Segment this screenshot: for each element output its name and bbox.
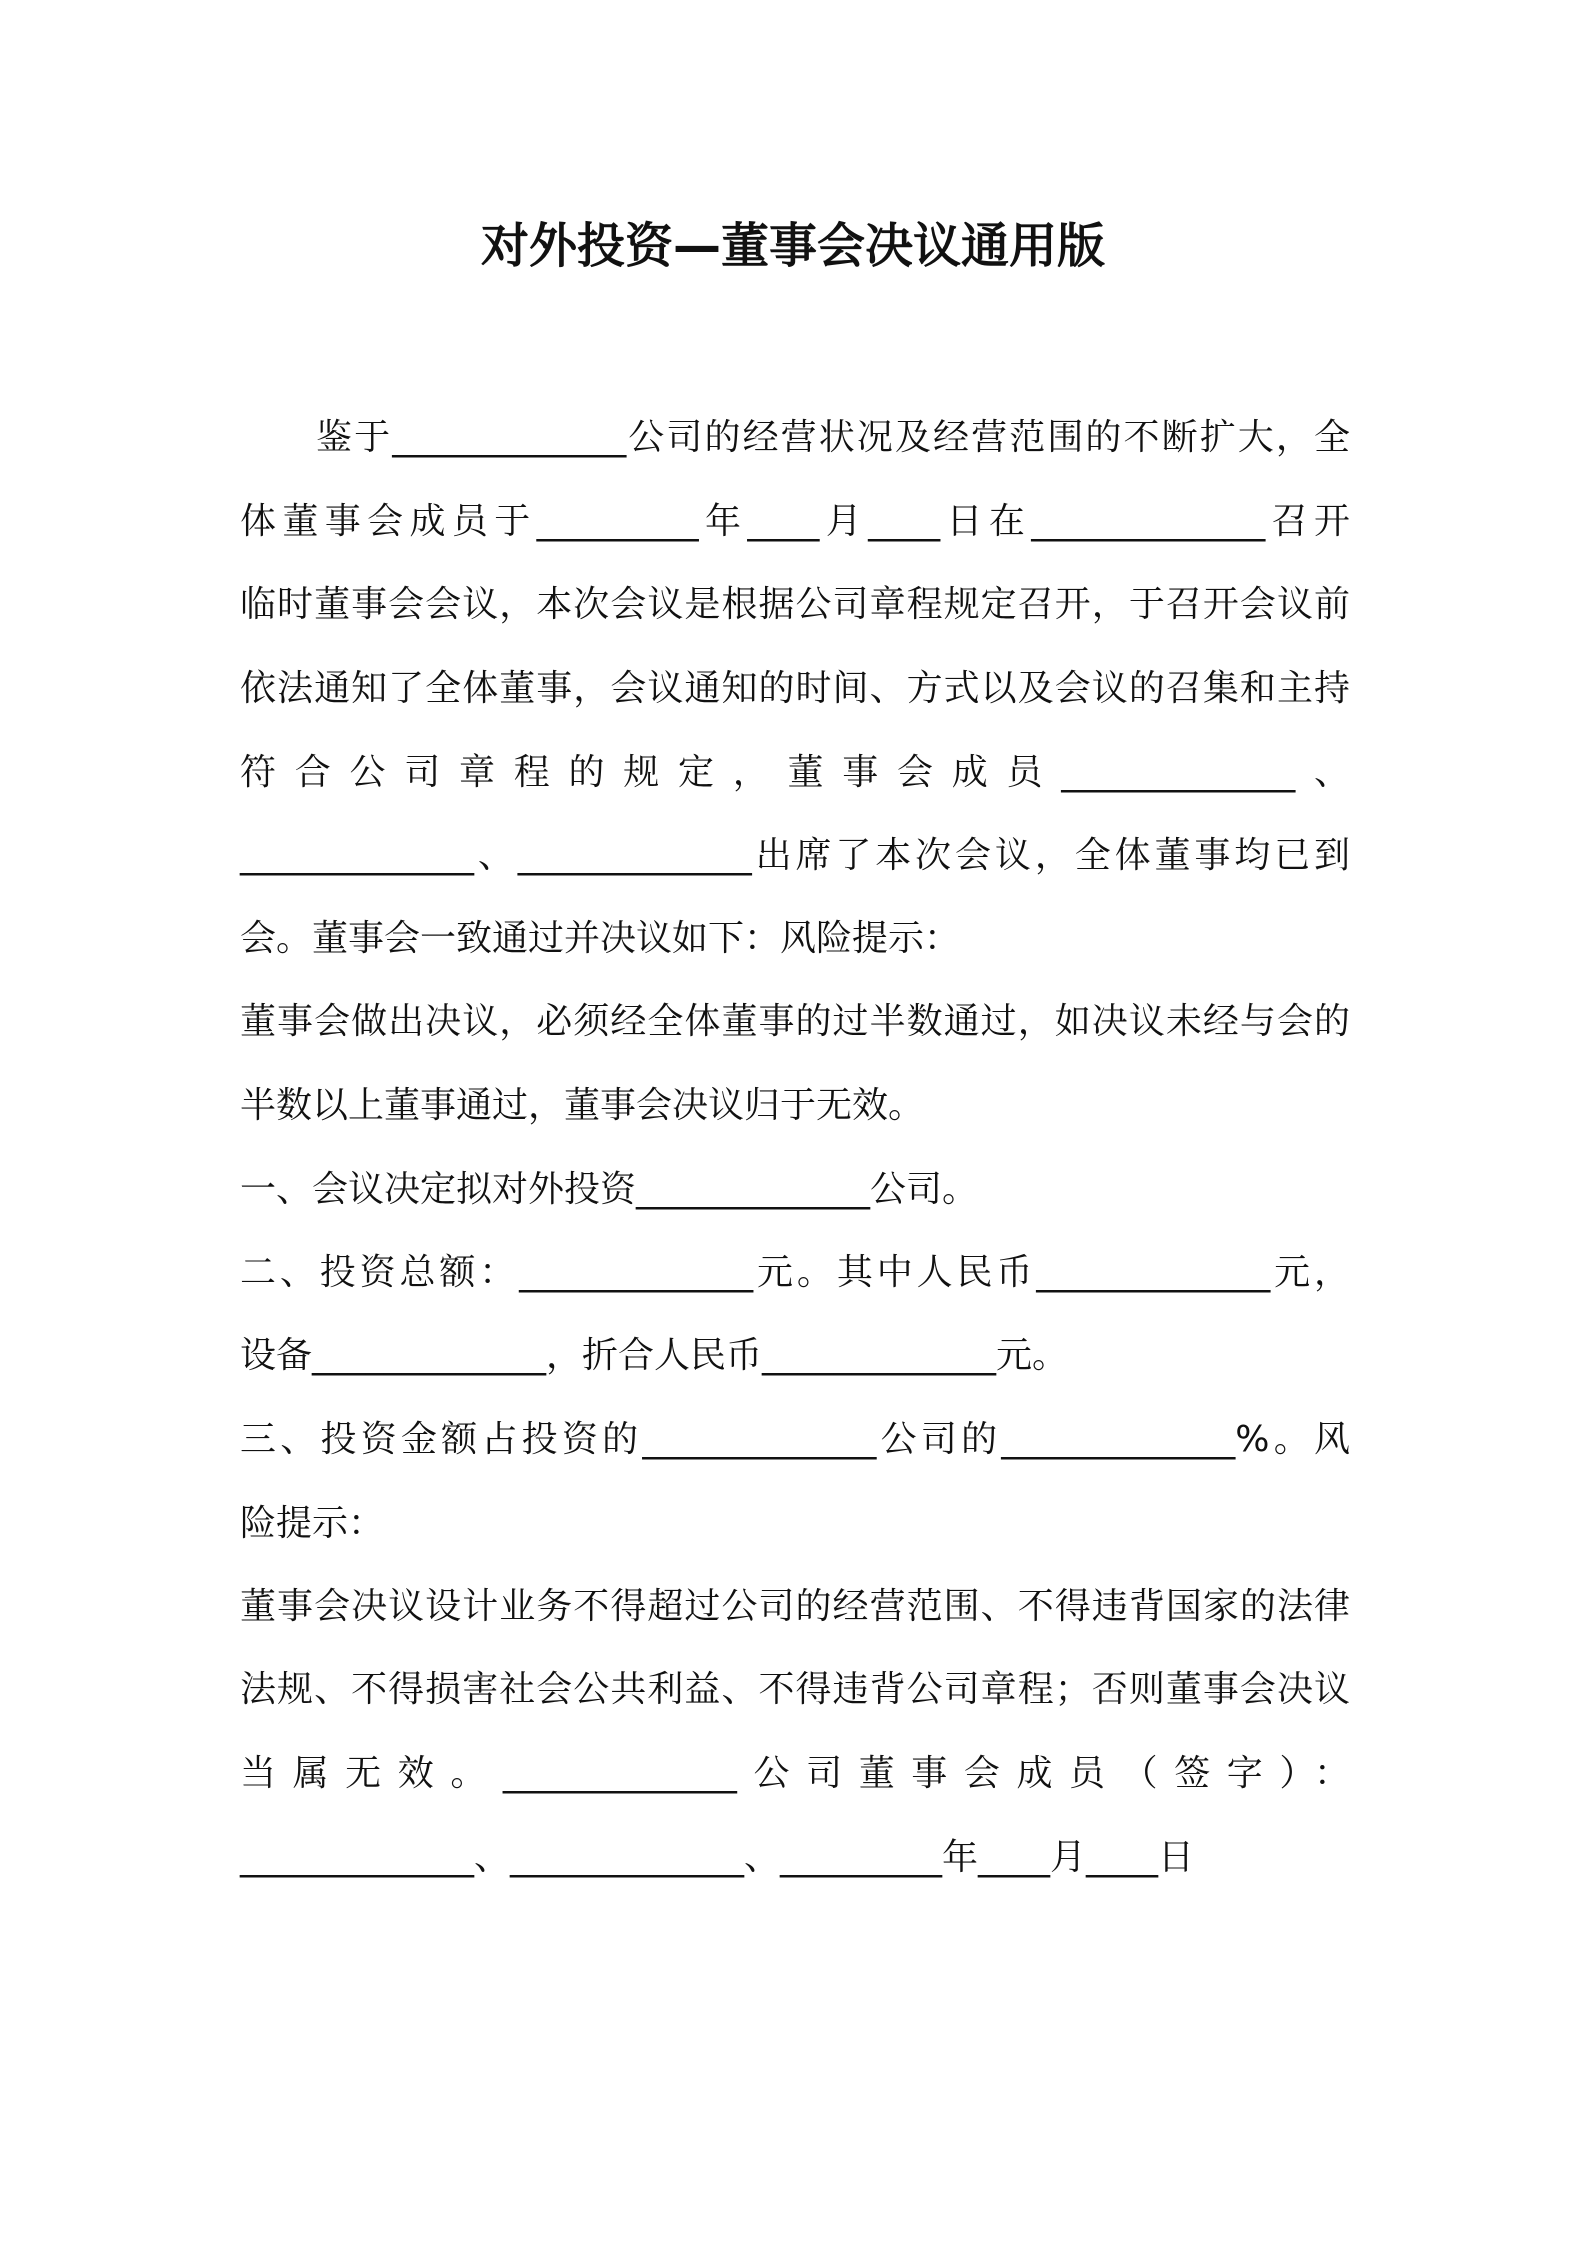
- resolution-item-3-continued: 险提示：: [240, 1503, 385, 1544]
- signature-line: 当属无效。_____________公司董事会成员（签字）：: [240, 1753, 1350, 1794]
- risk-warning-line: 法规、不得损害社会公共利益、不得违背公司章程；否则董事会决议: [240, 1669, 1350, 1710]
- paragraph-line: 体董事会成员于_________年____月____日在_____________召开: [240, 501, 1350, 542]
- document-title: 对外投资—董事会决议通用版: [480, 218, 1105, 274]
- resolution-item-2-continued: 设备_____________，折合人民币_____________元。: [240, 1335, 1069, 1376]
- paragraph-line: 临时董事会会议，本次会议是根据公司章程规定召开，于召开会议前: [240, 584, 1350, 625]
- paragraph-line: _____________、_____________出席了本次会议，全体董事均已到: [240, 835, 1350, 876]
- resolution-item-2: 二、投资总额：_____________元。其中人民币_____________元，: [240, 1252, 1350, 1293]
- signature-date-line: _____________、_____________、_________年____月____日: [240, 1837, 1194, 1878]
- paragraph-line: 依法通知了全体董事，会议通知的时间、方式以及会议的召集和主持: [240, 668, 1350, 709]
- resolution-item-3: 三、投资金额占投资的_____________公司的_____________%。风: [240, 1419, 1350, 1460]
- paragraph-line: 会。董事会一致通过并决议如下：风险提示：: [240, 918, 961, 959]
- paragraph-line: 鉴于_____________公司的经营状况及经营范围的不断扩大，全: [316, 417, 1350, 458]
- risk-warning-line: 董事会决议设计业务不得超过公司的经营范围、不得违背国家的法律: [240, 1586, 1350, 1627]
- paragraph-line: 符合公司章程的规定，董事会成员_____________、: [240, 752, 1350, 793]
- resolution-item-1: 一、会议决定拟对外投资_____________公司。: [240, 1169, 979, 1210]
- risk-warning-line: 董事会做出决议，必须经全体董事的过半数通过，如决议未经与会的: [240, 1001, 1350, 1042]
- risk-warning-line: 半数以上董事通过，董事会决议归于无效。: [240, 1085, 925, 1126]
